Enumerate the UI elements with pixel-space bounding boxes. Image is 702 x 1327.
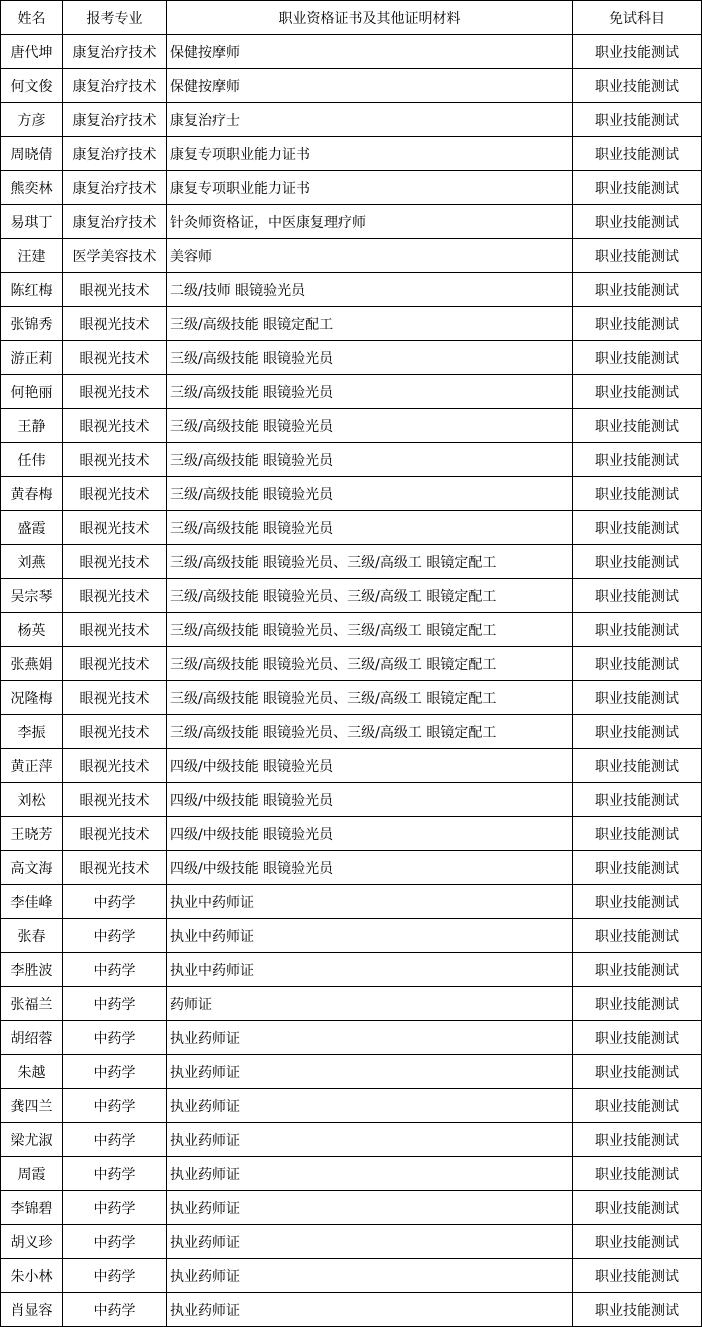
cell-exempt-subject: 职业技能测试 [573, 205, 702, 239]
table-row [1, 579, 702, 613]
cell-name: 任伟 [1, 443, 63, 477]
table-row [1, 103, 702, 137]
table-row [1, 1293, 702, 1327]
cell-exempt-subject: 职业技能测试 [573, 375, 702, 409]
table-row [1, 851, 702, 885]
cell-certificate: 四级/中级技能 眼镜验光员 [167, 851, 573, 885]
table-row [1, 1157, 702, 1191]
cell-exempt-subject: 职业技能测试 [573, 1123, 702, 1157]
cell-major: 中药学 [63, 1021, 167, 1055]
cell-major: 眼视光技术 [63, 749, 167, 783]
cell-certificate: 三级/高级技能 眼镜验光员、三级/高级工 眼镜定配工 [167, 647, 573, 681]
cell-exempt-subject: 职业技能测试 [573, 681, 702, 715]
cell-certificate: 美容师 [167, 239, 573, 273]
cell-certificate: 三级/高级技能 眼镜验光员 [167, 375, 573, 409]
cell-certificate: 保健按摩师 [167, 69, 573, 103]
cell-name: 黄春梅 [1, 477, 63, 511]
cell-exempt-subject: 职业技能测试 [573, 885, 702, 919]
cell-exempt-subject: 职业技能测试 [573, 1157, 702, 1191]
table-row [1, 1089, 702, 1123]
cell-name: 王静 [1, 409, 63, 443]
table-row [1, 545, 702, 579]
cell-exempt-subject: 职业技能测试 [573, 171, 702, 205]
table-row [1, 1021, 702, 1055]
cell-major: 中药学 [63, 953, 167, 987]
table-row [1, 987, 702, 1021]
cell-name: 李锦碧 [1, 1191, 63, 1225]
cell-certificate: 三级/高级技能 眼镜验光员、三级/高级工 眼镜定配工 [167, 579, 573, 613]
cell-certificate: 药师证 [167, 987, 573, 1021]
cell-exempt-subject: 职业技能测试 [573, 239, 702, 273]
cell-major: 眼视光技术 [63, 273, 167, 307]
cell-exempt-subject: 职业技能测试 [573, 919, 702, 953]
cell-certificate: 执业药师证 [167, 1157, 573, 1191]
cell-major: 眼视光技术 [63, 715, 167, 749]
header-certificates: 职业资格证书及其他证明材料 [167, 1, 573, 35]
cell-exempt-subject: 职业技能测试 [573, 647, 702, 681]
cell-name: 张春 [1, 919, 63, 953]
cell-exempt-subject: 职业技能测试 [573, 103, 702, 137]
cell-major: 中药学 [63, 1259, 167, 1293]
cell-name: 吴宗琴 [1, 579, 63, 613]
cell-name: 周霞 [1, 1157, 63, 1191]
cell-certificate: 三级/高级技能 眼镜验光员 [167, 511, 573, 545]
cell-major: 中药学 [63, 919, 167, 953]
cell-certificate: 三级/高级技能 眼镜定配工 [167, 307, 573, 341]
cell-major: 眼视光技术 [63, 545, 167, 579]
cell-major: 眼视光技术 [63, 681, 167, 715]
cell-exempt-subject: 职业技能测试 [573, 1089, 702, 1123]
cell-name: 何艳丽 [1, 375, 63, 409]
cell-name: 陈红梅 [1, 273, 63, 307]
cell-exempt-subject: 职业技能测试 [573, 1293, 702, 1327]
cell-certificate: 三级/高级技能 眼镜验光员、三级/高级工 眼镜定配工 [167, 613, 573, 647]
table-row [1, 1055, 702, 1089]
cell-major: 眼视光技术 [63, 851, 167, 885]
table-row [1, 817, 702, 851]
cell-name: 游正莉 [1, 341, 63, 375]
table-row [1, 375, 702, 409]
cell-name: 张锦秀 [1, 307, 63, 341]
cell-certificate: 三级/高级技能 眼镜验光员 [167, 443, 573, 477]
cell-major: 眼视光技术 [63, 511, 167, 545]
cell-name: 李佳峰 [1, 885, 63, 919]
cell-major: 中药学 [63, 1123, 167, 1157]
table-row [1, 443, 702, 477]
table-row [1, 69, 702, 103]
table-row [1, 341, 702, 375]
cell-certificate: 康复治疗士 [167, 103, 573, 137]
cell-major: 中药学 [63, 1055, 167, 1089]
cell-major: 眼视光技术 [63, 341, 167, 375]
cell-certificate: 四级/中级技能 眼镜验光员 [167, 783, 573, 817]
cell-certificate: 执业药师证 [167, 1123, 573, 1157]
cell-major: 眼视光技术 [63, 817, 167, 851]
cell-exempt-subject: 职业技能测试 [573, 953, 702, 987]
cell-certificate: 三级/高级技能 眼镜验光员、三级/高级工 眼镜定配工 [167, 681, 573, 715]
table-row [1, 647, 702, 681]
table-row [1, 749, 702, 783]
cell-name: 朱小林 [1, 1259, 63, 1293]
cell-major: 康复治疗技术 [63, 171, 167, 205]
cell-certificate: 执业药师证 [167, 1225, 573, 1259]
cell-exempt-subject: 职业技能测试 [573, 137, 702, 171]
table-row [1, 681, 702, 715]
header-name: 姓名 [1, 1, 63, 35]
cell-certificate: 康复专项职业能力证书 [167, 137, 573, 171]
cell-exempt-subject: 职业技能测试 [573, 545, 702, 579]
cell-certificate: 康复专项职业能力证书 [167, 171, 573, 205]
cell-major: 康复治疗技术 [63, 35, 167, 69]
cell-major: 眼视光技术 [63, 307, 167, 341]
table-body [1, 35, 702, 1327]
cell-exempt-subject: 职业技能测试 [573, 1225, 702, 1259]
cell-major: 中药学 [63, 1089, 167, 1123]
header-major: 报考专业 [63, 1, 167, 35]
table-row [1, 1123, 702, 1157]
table-row [1, 715, 702, 749]
cell-name: 王晓芳 [1, 817, 63, 851]
table-row [1, 205, 702, 239]
cell-certificate: 执业药师证 [167, 1021, 573, 1055]
cell-exempt-subject: 职业技能测试 [573, 851, 702, 885]
cell-name: 龚四兰 [1, 1089, 63, 1123]
table-row [1, 239, 702, 273]
table-row [1, 1191, 702, 1225]
cell-certificate: 三级/高级技能 眼镜验光员 [167, 341, 573, 375]
cell-major: 眼视光技术 [63, 579, 167, 613]
cell-exempt-subject: 职业技能测试 [573, 273, 702, 307]
cell-name: 胡义珍 [1, 1225, 63, 1259]
cell-major: 康复治疗技术 [63, 103, 167, 137]
cell-certificate: 三级/高级技能 眼镜验光员 [167, 477, 573, 511]
cell-exempt-subject: 职业技能测试 [573, 749, 702, 783]
table-header-row [1, 1, 702, 35]
cell-major: 康复治疗技术 [63, 205, 167, 239]
cell-certificate: 执业药师证 [167, 1191, 573, 1225]
cell-certificate: 执业中药师证 [167, 953, 573, 987]
cell-name: 易琪丁 [1, 205, 63, 239]
cell-name: 肖显容 [1, 1293, 63, 1327]
cell-certificate: 四级/中级技能 眼镜验光员 [167, 817, 573, 851]
cell-major: 中药学 [63, 1293, 167, 1327]
cell-exempt-subject: 职业技能测试 [573, 613, 702, 647]
cell-exempt-subject: 职业技能测试 [573, 1055, 702, 1089]
cell-name: 方彦 [1, 103, 63, 137]
cell-name: 周晓倩 [1, 137, 63, 171]
table-row [1, 171, 702, 205]
table-row [1, 307, 702, 341]
header-exempt-subject: 免试科目 [573, 1, 702, 35]
table-row [1, 783, 702, 817]
cell-name: 刘燕 [1, 545, 63, 579]
cell-major: 中药学 [63, 987, 167, 1021]
cell-exempt-subject: 职业技能测试 [573, 1259, 702, 1293]
cell-exempt-subject: 职业技能测试 [573, 35, 702, 69]
cell-name: 胡绍蓉 [1, 1021, 63, 1055]
cell-certificate: 三级/高级技能 眼镜验光员 [167, 409, 573, 443]
cell-name: 唐代坤 [1, 35, 63, 69]
table-row [1, 953, 702, 987]
cell-major: 眼视光技术 [63, 443, 167, 477]
cell-major: 眼视光技术 [63, 647, 167, 681]
table-row [1, 477, 702, 511]
cell-name: 高文海 [1, 851, 63, 885]
cell-name: 熊奕林 [1, 171, 63, 205]
cell-major: 中药学 [63, 1225, 167, 1259]
cell-exempt-subject: 职业技能测试 [573, 1191, 702, 1225]
cell-certificate: 执业药师证 [167, 1293, 573, 1327]
table-row [1, 1259, 702, 1293]
cell-certificate: 针灸师资格证，中医康复理疗师 [167, 205, 573, 239]
cell-certificate: 执业药师证 [167, 1259, 573, 1293]
table-row [1, 35, 702, 69]
cell-exempt-subject: 职业技能测试 [573, 307, 702, 341]
cell-major: 眼视光技术 [63, 613, 167, 647]
table-row [1, 511, 702, 545]
cell-exempt-subject: 职业技能测试 [573, 477, 702, 511]
cell-exempt-subject: 职业技能测试 [573, 443, 702, 477]
table-row [1, 409, 702, 443]
cell-certificate: 二级/技师 眼镜验光员 [167, 273, 573, 307]
cell-major: 康复治疗技术 [63, 69, 167, 103]
cell-certificate: 执业中药师证 [167, 919, 573, 953]
cell-name: 朱越 [1, 1055, 63, 1089]
cell-exempt-subject: 职业技能测试 [573, 783, 702, 817]
cell-name: 黄正萍 [1, 749, 63, 783]
table-row [1, 1225, 702, 1259]
cell-name: 张燕娟 [1, 647, 63, 681]
cell-major: 中药学 [63, 1157, 167, 1191]
cell-exempt-subject: 职业技能测试 [573, 579, 702, 613]
cell-major: 康复治疗技术 [63, 137, 167, 171]
cell-major: 中药学 [63, 1191, 167, 1225]
cell-exempt-subject: 职业技能测试 [573, 511, 702, 545]
cell-certificate: 四级/中级技能 眼镜验光员 [167, 749, 573, 783]
table-row [1, 919, 702, 953]
cell-exempt-subject: 职业技能测试 [573, 715, 702, 749]
cell-exempt-subject: 职业技能测试 [573, 409, 702, 443]
cell-certificate: 执业药师证 [167, 1089, 573, 1123]
cell-name: 盛霞 [1, 511, 63, 545]
cell-exempt-subject: 职业技能测试 [573, 341, 702, 375]
cell-name: 杨英 [1, 613, 63, 647]
cell-name: 李振 [1, 715, 63, 749]
table-row [1, 137, 702, 171]
cell-major: 眼视光技术 [63, 409, 167, 443]
cell-certificate: 执业中药师证 [167, 885, 573, 919]
table-row [1, 273, 702, 307]
cell-certificate: 三级/高级技能 眼镜验光员、三级/高级工 眼镜定配工 [167, 545, 573, 579]
cell-name: 汪建 [1, 239, 63, 273]
cell-certificate: 三级/高级技能 眼镜验光员、三级/高级工 眼镜定配工 [167, 715, 573, 749]
cell-certificate: 保健按摩师 [167, 35, 573, 69]
cell-major: 眼视光技术 [63, 783, 167, 817]
table-row [1, 885, 702, 919]
cell-name: 李胜波 [1, 953, 63, 987]
cell-name: 何文俊 [1, 69, 63, 103]
cell-name: 刘松 [1, 783, 63, 817]
cell-exempt-subject: 职业技能测试 [573, 987, 702, 1021]
table-row [1, 613, 702, 647]
cell-name: 况隆梅 [1, 681, 63, 715]
cell-major: 医学美容技术 [63, 239, 167, 273]
cell-certificate: 执业药师证 [167, 1055, 573, 1089]
cell-major: 中药学 [63, 885, 167, 919]
cell-exempt-subject: 职业技能测试 [573, 69, 702, 103]
cell-major: 眼视光技术 [63, 477, 167, 511]
cell-exempt-subject: 职业技能测试 [573, 817, 702, 851]
cell-name: 梁尤淑 [1, 1123, 63, 1157]
cell-exempt-subject: 职业技能测试 [573, 1021, 702, 1055]
cell-major: 眼视光技术 [63, 375, 167, 409]
cell-name: 张福兰 [1, 987, 63, 1021]
